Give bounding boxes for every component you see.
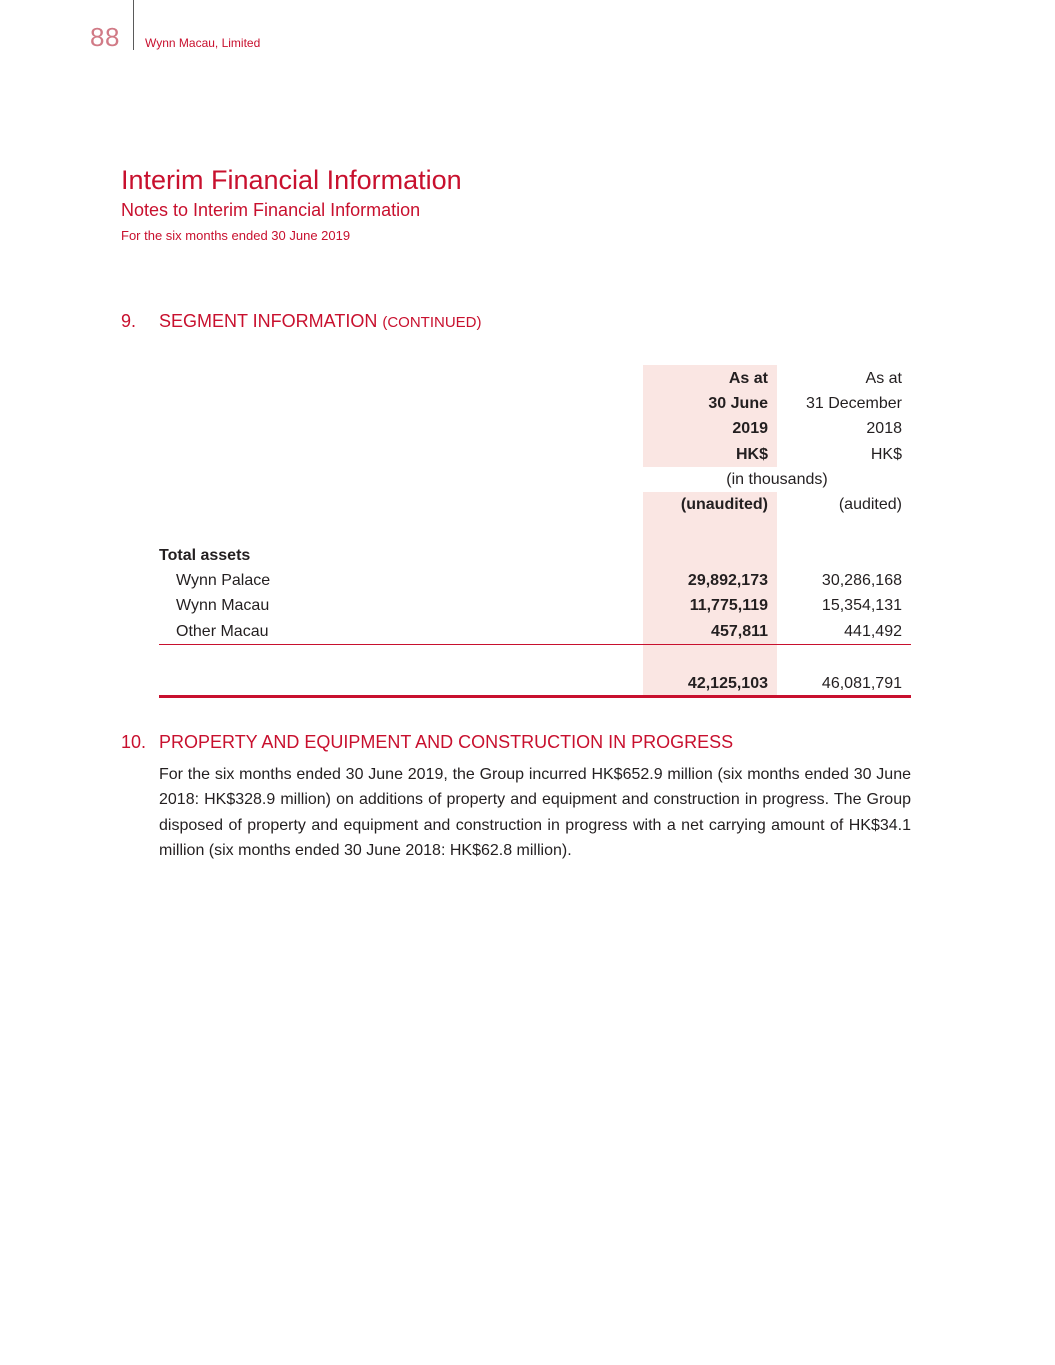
- col1-header-line4: HK$: [735, 446, 768, 463]
- header-divider: [133, 0, 134, 50]
- section-9-number: 9.: [121, 311, 137, 331]
- col1-header-line2: 30 June: [708, 395, 768, 412]
- col2-header-line4: HK$: [870, 446, 902, 463]
- page-title: Interim Financial Information: [121, 165, 462, 195]
- col1-header-line3: 2019: [732, 420, 768, 437]
- page-subtitle: Notes to Interim Financial Information: [121, 200, 421, 220]
- row-wynn-macau-prior: 15,354,131: [821, 597, 902, 614]
- section-10-paragraph: For the six months ended 30 June 2019, the Group incurred HK$652.9 million (six months ended 30 June 2018: HK$328.9 million) on additions of property and equipment and construction in progress. The Group disposed of property and equipment and construction in progress with a net carrying amount of HK$34.1 million (six months ended 30 June 2018: HK$62.8 million).: [159, 766, 911, 860]
- col2-status: (audited): [838, 496, 902, 513]
- section-9-heading: [121, 311, 482, 332]
- section-10-title: PROPERTY AND EQUIPMENT AND CONSTRUCTION IN PROGRESS: [159, 732, 734, 752]
- total-current: 42,125,103: [687, 675, 768, 692]
- col1-header-line1: As at: [728, 370, 768, 387]
- current-column-shade-body: [643, 492, 777, 698]
- company-name: Wynn Macau, Limited: [145, 36, 261, 50]
- total-assets-label: Total assets: [159, 547, 251, 564]
- section-10-number: 10.: [121, 732, 147, 752]
- page-number: 88: [90, 22, 120, 52]
- row-other-macau-prior: 441,492: [844, 623, 902, 640]
- row-wynn-palace-label: Wynn Palace: [176, 572, 271, 589]
- row-other-macau-current: 457,811: [711, 623, 768, 640]
- section-10-heading: [121, 732, 733, 753]
- row-wynn-palace-current: 29,892,173: [687, 572, 768, 589]
- table-unit: (in thousands): [726, 471, 828, 488]
- section-9-title: SEGMENT INFORMATION: [159, 311, 378, 331]
- total-rule: [159, 695, 911, 698]
- row-wynn-macau-label: Wynn Macau: [176, 597, 270, 614]
- col2-header-line1: As at: [865, 370, 902, 387]
- section-9-continued: (CONTINUED): [382, 314, 482, 331]
- col2-header-line3: 2018: [866, 420, 902, 437]
- row-other-macau-label: Other Macau: [176, 623, 269, 640]
- col1-status: (unaudited): [680, 496, 768, 513]
- total-prior: 46,081,791: [821, 675, 902, 692]
- row-wynn-palace-prior: 30,286,168: [821, 572, 902, 589]
- reporting-period: For the six months ended 30 June 2019: [121, 228, 351, 243]
- col2-header-line2: 31 December: [805, 395, 902, 412]
- row-wynn-macau-current: 11,775,119: [689, 597, 768, 614]
- subtotal-rule: [159, 644, 911, 645]
